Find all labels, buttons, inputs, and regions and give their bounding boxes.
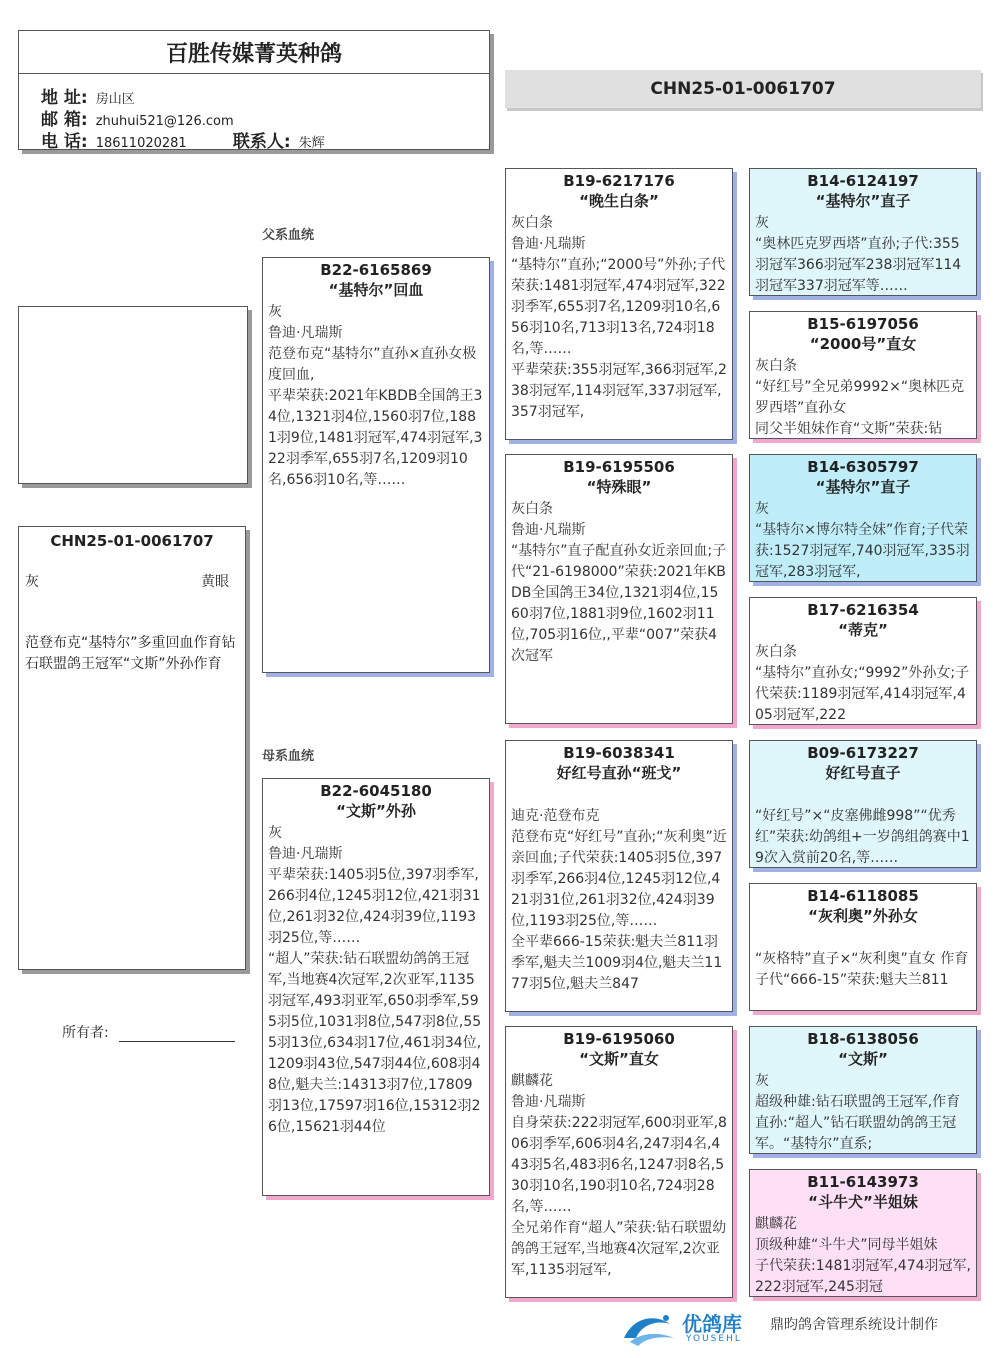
gp3-name: “文斯”直女 bbox=[579, 1050, 659, 1068]
ggp0-ring: B14-6124197 bbox=[807, 172, 919, 190]
dam-line-0: 灰 bbox=[268, 825, 282, 841]
ggp2-line-0: 灰 bbox=[755, 501, 769, 517]
great-grandparent-card-7 bbox=[749, 1169, 977, 1297]
logo-en: YOUSEHL bbox=[686, 1334, 742, 1344]
great-grandparent-card-1 bbox=[749, 311, 977, 439]
phone-label: 电 话: bbox=[41, 132, 88, 152]
main-bird-ring: CHN25-01-0061707 bbox=[50, 532, 214, 550]
ggp5-line-0 bbox=[755, 928, 971, 949]
ggp3-line-0: 灰白条 bbox=[755, 644, 797, 660]
ggp1-line-0: 灰白条 bbox=[755, 358, 797, 374]
ggp1-line-2: 同父半姐妹作育“文斯”荣获:钻 bbox=[755, 421, 943, 437]
logo-cn: 优鸽库 bbox=[682, 1312, 742, 1336]
dam-line-2: 平辈荣获:1405羽5位,397羽季军,266羽4位,1245羽12位,421羽31位,261羽32位,424羽39位,1193羽25位,等…… bbox=[268, 867, 481, 946]
ggp7-details bbox=[750, 1212, 976, 1297]
ggp6-ring: B18-6138056 bbox=[807, 1030, 919, 1048]
gp3-ring: B19-6195060 bbox=[563, 1030, 675, 1048]
gp3-line-2: 自身荣获:222羽冠军,600羽亚军,806羽季军,606羽4名,247羽4名,443羽5名,483羽6名,1247羽8名,530羽10名,190羽10名,724羽28名,等…… bbox=[511, 1115, 727, 1215]
sire-ring: B22-6165869 bbox=[320, 261, 432, 279]
main-bird-meta bbox=[25, 571, 239, 591]
ggp4-ring: B09-6173227 bbox=[807, 744, 919, 762]
main-bird-description: 范登布克“基特尔”多重回血作育钻石联盟鸽王冠军“文斯”外孙作育 bbox=[25, 635, 236, 672]
ggp2-name: “基特尔”直子 bbox=[815, 478, 911, 496]
great-grandparent-card-6 bbox=[749, 1026, 977, 1154]
wave-logo-icon bbox=[620, 1308, 680, 1348]
ggp0-line-0: 灰 bbox=[755, 215, 769, 231]
yousehl-logo bbox=[620, 1308, 760, 1348]
ggp2-line-1: “基特尔×博尔特全妹”作育;子代荣获:1527羽冠军,740羽冠军,335羽冠军,283羽冠军, bbox=[755, 522, 970, 580]
ggp5-line-1: “灰格特”直子×“灰利奥”直女 作育 bbox=[755, 951, 969, 967]
great-grandparent-card-5 bbox=[749, 883, 977, 1011]
gp0-line-0: 灰白条 bbox=[511, 215, 553, 231]
ggp3-ring: B17-6216354 bbox=[807, 601, 919, 619]
ggp3-details bbox=[750, 640, 976, 725]
sire-line-3: 平辈荣获:2021年KBDB全国鸽王34位,1321羽4位,1560羽7位,1881羽9位,1481羽冠军,474羽冠军,322羽季军,655羽7名,1209羽10名,656羽10名,等…… bbox=[268, 388, 483, 488]
gp0-line-3: 平辈荣获:355羽冠军,366羽冠军,238羽冠军,114羽冠军,337羽冠军,357羽冠军, bbox=[511, 362, 727, 420]
gp0-line-2: “基特尔”直孙;“2000号”外孙;子代荣获:1481羽冠军,474羽冠军,322羽季军,655羽7名,1209羽10名,656羽10名,713羽13名,724羽18名,等…… bbox=[511, 257, 726, 357]
ggp6-line-0: 灰 bbox=[755, 1073, 769, 1089]
ggp1-name: “2000号”直女 bbox=[809, 335, 917, 353]
main-bird-eye: 黄眼 bbox=[201, 574, 229, 590]
gp0-name: “晚生白条” bbox=[579, 192, 659, 210]
ggp7-name: “斗牛犬”半姐妹 bbox=[808, 1193, 918, 1211]
owner-field bbox=[62, 1022, 235, 1042]
gp1-details bbox=[506, 497, 732, 667]
ggp1-line-1: “好红号”全兄弟9992×“奥林匹克罗西塔”直孙女 bbox=[755, 379, 965, 416]
sire-name: “基特尔”回血 bbox=[328, 281, 424, 299]
email-value: zhuhui521@126.com bbox=[95, 114, 234, 129]
ggp0-line-1: “奥林匹克罗西塔”直孙;子代:355羽冠军366羽冠军238羽冠军114羽冠军337羽冠军等…… bbox=[755, 236, 962, 294]
grandparent-card-2 bbox=[505, 740, 733, 1012]
ggp0-name: “基特尔”直子 bbox=[815, 192, 911, 210]
ggp4-line-1: “好红号”×“皮塞佛雌998”“优秀红”荣获:幼鸽组+一岁鸽组鸽赛中19次入赏前20名,等…… bbox=[755, 808, 970, 866]
gp2-line-3: 全平辈666-15荣获:魁夫兰811羽季军,魁夫兰1009羽4位,魁夫兰1177羽5位,魁夫兰847 bbox=[511, 934, 723, 992]
ggp1-details bbox=[750, 354, 976, 439]
loft-title: 百胜传媒菁英种鸽 bbox=[165, 42, 342, 67]
gp2-ring: B19-6038341 bbox=[563, 744, 675, 762]
gp0-details bbox=[506, 211, 732, 423]
gp2-details bbox=[506, 783, 732, 995]
gp0-line-1: 鲁迪·凡瑞斯 bbox=[511, 236, 586, 252]
ggp7-ring: B11-6143973 bbox=[807, 1173, 919, 1191]
gp1-line-0: 灰白条 bbox=[511, 501, 553, 517]
grandparent-card-0 bbox=[505, 168, 733, 440]
ggp5-line-2: 子代“666-15”荣获:魁夫兰811 bbox=[755, 972, 949, 988]
dam-name: “文斯”外孙 bbox=[336, 802, 416, 820]
gp3-details bbox=[506, 1069, 732, 1281]
owner-line bbox=[119, 1041, 235, 1042]
great-grandparent-card-3 bbox=[749, 597, 977, 725]
ggp4-name: 好红号直子 bbox=[825, 764, 901, 782]
dam-ring: B22-6045180 bbox=[320, 782, 432, 800]
gp1-line-2: “基特尔”直子配直孙女近亲回血;子代“21-6198000”荣获:2021年KBDB全国鸽王34位,1321羽4位,1560羽7位,1881羽9位,1602羽11位,705羽16位,,平辈“007”荣获4次冠军 bbox=[511, 543, 727, 664]
contact-value: 朱辉 bbox=[298, 136, 325, 151]
contact-label: 联系人: bbox=[232, 132, 291, 152]
gp3-line-3: 全兄弟作育“超人”荣获:钻石联盟幼鸽鸽王冠军,当地赛4次冠军,2次亚军,1135羽冠军, bbox=[511, 1220, 727, 1278]
sire-card bbox=[262, 257, 490, 673]
dam-details bbox=[263, 821, 489, 1138]
gp3-line-1: 鲁迪·凡瑞斯 bbox=[511, 1094, 586, 1110]
gp2-line-1: 迪克·范登布克 bbox=[511, 808, 600, 824]
footer-credit: 鼎昀鸽舍管理系统设计制作 bbox=[770, 1317, 938, 1333]
address-value: 房山区 bbox=[95, 92, 135, 107]
sire-line-label: 父系血统 bbox=[262, 228, 315, 243]
sire-line-0: 灰 bbox=[268, 304, 282, 320]
ggp3-name: “蒂克” bbox=[838, 621, 888, 639]
gp1-ring: B19-6195506 bbox=[563, 458, 675, 476]
ggp6-line-1: 超级种雄:钻石联盟鸽王冠军,作育直孙:“超人”钻石联盟幼鸽鸽王冠军。“基特尔”直系; bbox=[755, 1094, 961, 1152]
dam-line-1: 鲁迪·凡瑞斯 bbox=[268, 846, 343, 862]
ggp3-line-1: “基特尔”直孙女;“9992”外孙女;子代荣获:1189羽冠军,414羽冠军,405羽冠军,222 bbox=[755, 665, 970, 723]
ggp7-line-2: 子代荣获:1481羽冠军,474羽冠军,222羽冠军,245羽冠 bbox=[755, 1258, 971, 1295]
header-divider bbox=[19, 73, 489, 74]
grandparent-card-3 bbox=[505, 1026, 733, 1298]
dam-line-3: “超人”荣获:钻石联盟幼鸽鸽王冠军,当地赛4次冠军,2次亚军,1135羽冠军,493羽亚军,650羽季军,595羽5位,1031羽8位,547羽8位,555羽13位,634羽17位,461羽34位,1209羽43位,547羽44位,608羽48位,魁夫兰:14313羽7位,17809羽13位,17597羽16位,15312羽26位,15621羽44位 bbox=[268, 951, 482, 1135]
ggp7-line-0: 麒麟花 bbox=[755, 1216, 797, 1232]
ggp5-name: “灰利奥”外孙女 bbox=[808, 907, 918, 925]
sire-line-1: 鲁迪·凡瑞斯 bbox=[268, 325, 343, 341]
dam-line-label: 母系血统 bbox=[262, 749, 315, 764]
ggp2-ring: B14-6305797 bbox=[807, 458, 919, 476]
phone-value: 18611020281 bbox=[95, 136, 187, 151]
phone-row bbox=[41, 127, 325, 152]
owner-label: 所有者: bbox=[62, 1025, 109, 1041]
ggp5-ring: B14-6118085 bbox=[807, 887, 919, 905]
ggp6-name: “文斯” bbox=[838, 1050, 888, 1068]
top-ring-bar: CHN25-01-0061707 bbox=[505, 70, 981, 108]
great-grandparent-card-4 bbox=[749, 740, 977, 868]
ggp5-details bbox=[750, 926, 976, 991]
gp1-line-1: 鲁迪·凡瑞斯 bbox=[511, 522, 586, 538]
gp2-line-0 bbox=[511, 785, 727, 806]
gp1-name: “特殊眼” bbox=[586, 478, 652, 496]
ggp7-line-1: 顶级种雄“斗牛犬”同母半姐妹 bbox=[755, 1237, 938, 1253]
pigeon-photo bbox=[18, 306, 248, 484]
ggp4-details bbox=[750, 783, 976, 868]
gp2-line-2: 范登布克“好红号”直孙;“灰利奥”近亲回血;子代荣获:1405羽5位,397羽季军,266羽4位,1245羽12位,421羽31位,261羽32位,424羽39位,1193羽25位,等…… bbox=[511, 829, 727, 929]
dam-card bbox=[262, 778, 490, 1196]
ggp0-details bbox=[750, 211, 976, 296]
loft-header bbox=[18, 30, 490, 150]
main-bird-card bbox=[18, 526, 246, 970]
sire-line-2: 范登布克“基特尔”直孙×直孙女极度回血, bbox=[268, 346, 477, 383]
main-bird-color: 灰 bbox=[25, 574, 39, 590]
sire-details bbox=[263, 300, 489, 491]
address-label: 地 址: bbox=[41, 88, 88, 108]
email-label: 邮 箱: bbox=[41, 110, 88, 130]
ggp4-line-0 bbox=[755, 785, 971, 806]
gp3-line-0: 麒麟花 bbox=[511, 1073, 553, 1089]
gp2-name: 好红号直孙“班戈” bbox=[556, 764, 682, 782]
ggp6-details bbox=[750, 1069, 976, 1154]
great-grandparent-card-2 bbox=[749, 454, 977, 582]
gp0-ring: B19-6217176 bbox=[563, 172, 675, 190]
great-grandparent-card-0 bbox=[749, 168, 977, 296]
ggp1-ring: B15-6197056 bbox=[807, 315, 919, 333]
grandparent-card-1 bbox=[505, 454, 733, 724]
ggp2-details bbox=[750, 497, 976, 582]
